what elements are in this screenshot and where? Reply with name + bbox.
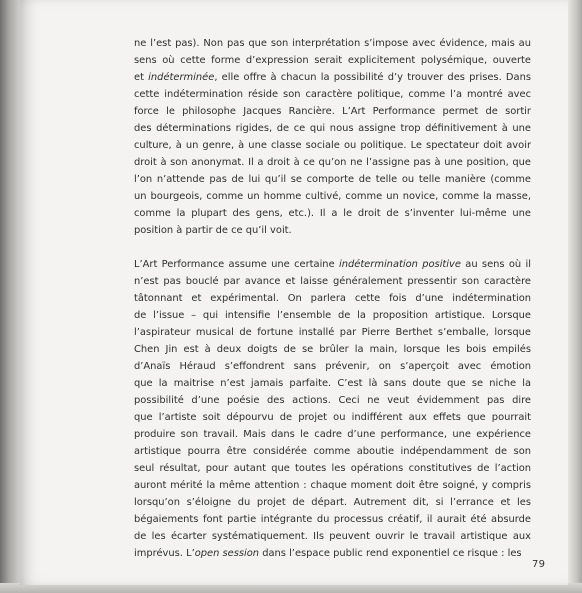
text-line: comme la plupart des gens, etc.). Il a le droit de s’inventer lui-même une	[134, 208, 531, 219]
text-line: bégaiements font partie intégrante du processus créatif, il aurait été absurde	[134, 514, 531, 525]
text-line: produire son travail. Mais dans le cadre d’une performance, une expérience	[134, 429, 531, 440]
text-line: Chen Jin est à deux doigts de se brûler la main, lorsque les bois empilés	[134, 344, 531, 355]
text-line: l’on n’attende pas de lui qu’il se comporte de telle ou telle manière (comme	[134, 174, 531, 185]
book-page	[20, 0, 568, 585]
text-line: que la maitrise n’est jamais parfaite. C’est là sans doute que se niche la	[134, 378, 531, 389]
text-line: culture, à un genre, à une classe sociale ou politique. Le spectateur doit avoir	[134, 140, 531, 151]
text-line: des déterminations rigides, de ce qui nous assigne trop définitivement à une	[134, 123, 531, 134]
paragraph-2	[134, 256, 531, 562]
text-line: auront mérité la même attention : chaque moment doit être soigné, y compris	[134, 480, 531, 491]
text-line: seul résultat, pour autant que toutes les opérations constitutives de l’action	[134, 463, 531, 474]
text-line: tâtonnant et expérimental. On parlera cette fois d’une indétermination	[134, 293, 531, 304]
text-line: un bourgeois, comme un homme cultivé, comme un novice, comme la masse,	[134, 191, 531, 202]
text-line: force le philosophe Jacques Rancière. L’Art Performance permet de sortir	[134, 106, 531, 117]
text-line: et indéterminée, elle offre à chacun la possibilité d’y trouver des prises. Dans	[134, 72, 531, 83]
scan-gutter-shadow	[0, 0, 22, 593]
text-line: droit à son anonymat. Il a droit à ce qu’on ne l’assigne pas à une position, que	[134, 157, 531, 168]
text-line: lorsqu’on s’éloigne du projet de départ. Autrement dit, si l’errance et les	[134, 497, 531, 508]
page-number: 79	[532, 559, 546, 570]
text-line: que l’artiste soit dépourvu de projet ou indifférent aux effets que pourrait	[134, 412, 531, 423]
text-line: cette indétermination réside son caractère politique, comme l’a montré avec	[134, 89, 531, 100]
text-line: d’Anaïs Héraud s’effondrent sans prévenir, on s’aperçoit avec émotion	[134, 361, 531, 372]
text-line: n’est pas bouclé par avance et laisse généralement pressentir son caractère	[134, 276, 531, 287]
scan-page-edge	[568, 0, 582, 593]
text-line: artistique pourra être considérée comme aboutie indépendamment de son	[134, 446, 531, 457]
text-line: imprévus. L’open session dans l’espace public rend exponentiel ce risque : les	[134, 548, 522, 559]
text-line: sens où cette forme d’expression serait explicitement polysémique, ouverte	[134, 55, 531, 66]
text-line: de les écarter systématiquement. Ils peuvent ouvrir le travail artistique aux	[134, 531, 531, 542]
body-text	[134, 35, 531, 562]
text-line: position à partir de ce qu’il voit.	[134, 225, 292, 236]
paragraph-1	[134, 35, 531, 239]
text-line: l’aspirateur musical de fortune installé par Pierre Berthet s’emballe, lorsque	[134, 327, 531, 338]
text-line: de l’issue – qui intensifie l’ensemble de la proposition artistique. Lorsque	[134, 310, 531, 321]
text-line: possibilité d’une poésie des actions. Ceci ne veut évidemment pas dire	[134, 395, 531, 406]
text-line: L’Art Performance assume une certaine indétermination positive au sens où il	[134, 259, 531, 270]
text-line: ne l’est pas). Non pas que son interprétation s’impose avec évidence, mais au	[134, 38, 531, 49]
